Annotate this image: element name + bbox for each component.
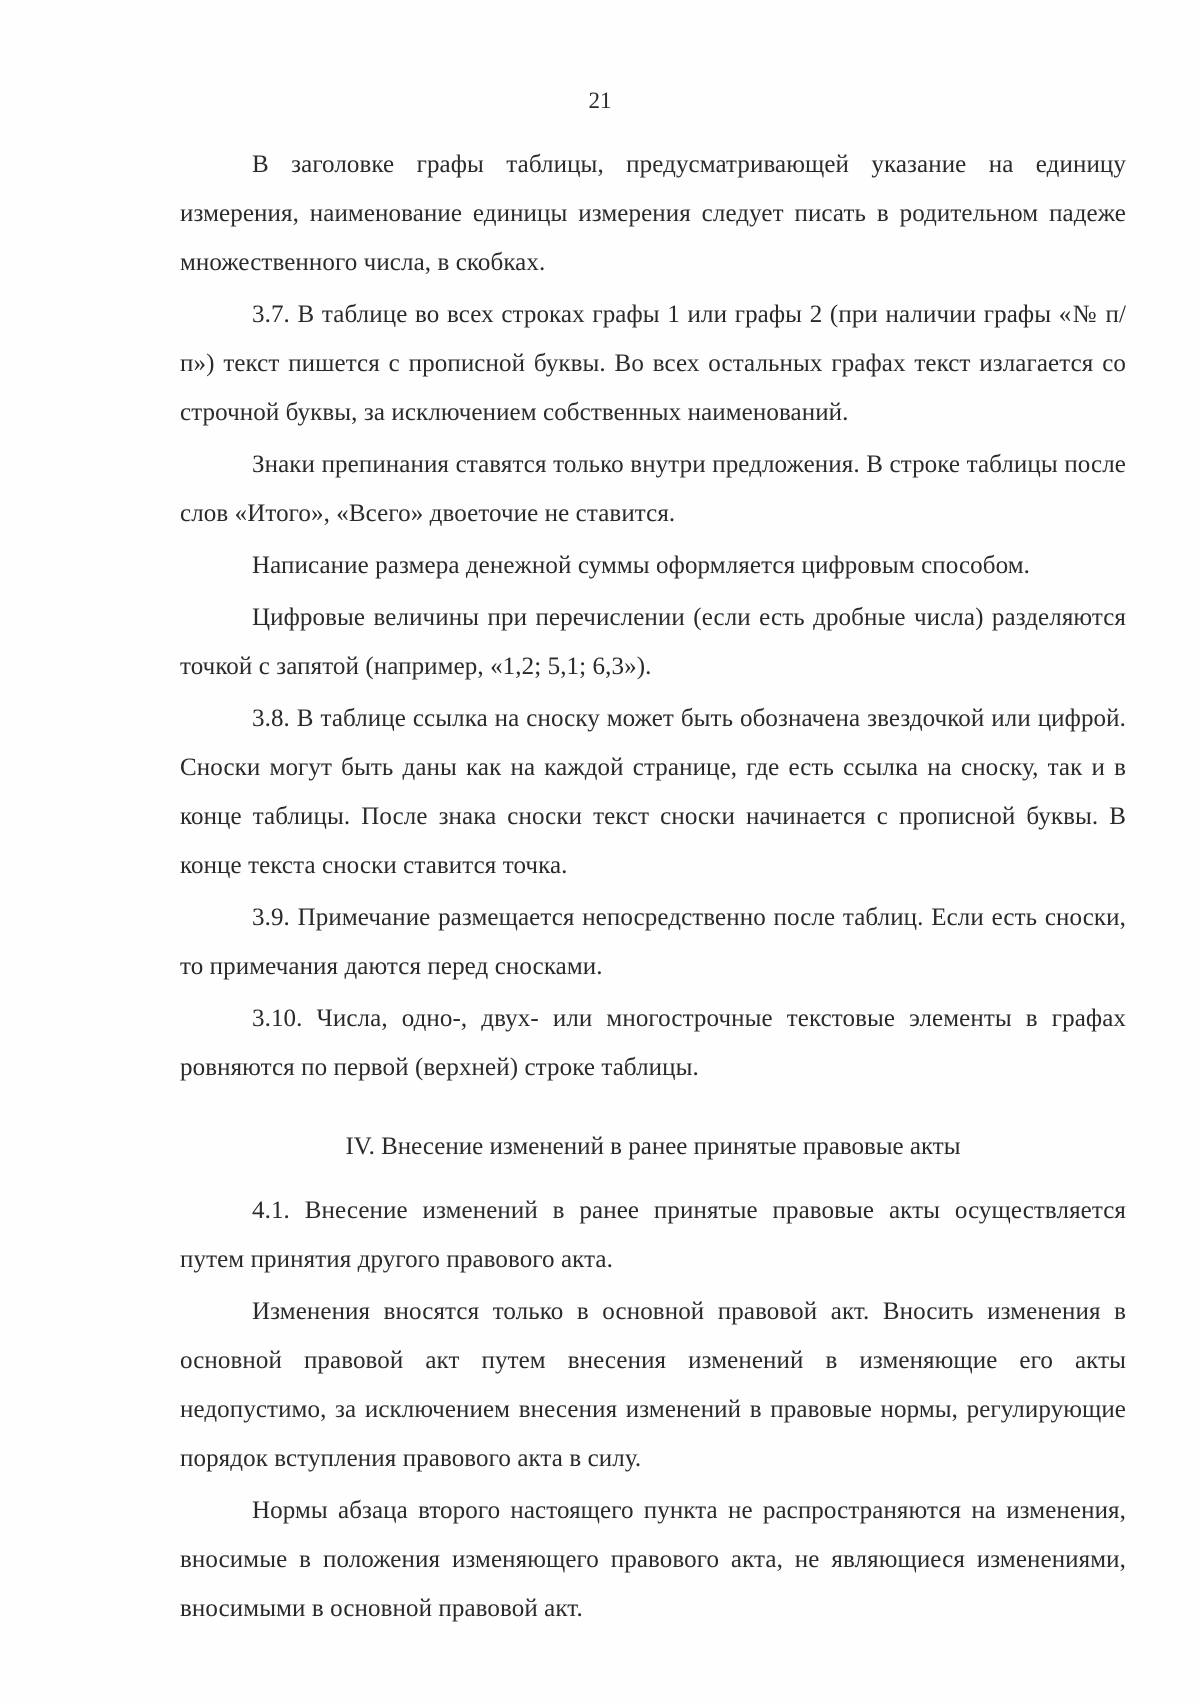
paragraph-3-7: 3.7. В таблице во всех строках графы 1 или графы 2 (при наличии графы «№ п/п») текст пишется с прописной буквы. Во всех остальных графах текст излагается со строчной буквы, за исключением собственных наименований. <box>180 301 1126 426</box>
paragraph-punctuation: Знаки препинания ставятся только внутри предложения. В строке таблицы после слов «Итого», «Всего» двоеточие не ставится. <box>180 451 1126 527</box>
page-number: 21 <box>588 88 612 113</box>
paragraph-3-8: 3.8. В таблице ссылка на сноску может быть обозначена звездочкой или цифрой. Сноски могут быть даны как на каждой странице, где есть ссылка на сноску, так и в конце таблицы. После знака сноски текст сноски начинается с прописной буквы. В конце текста сноски ставится точка. <box>180 705 1126 879</box>
paragraph-changes-main-act: Изменения вносятся только в основной правовой акт. Вносить изменения в основной правовой акт путем внесения изменений в изменяющие его акты недопустимо, за исключением внесения изменений в правовые нормы, регулирующие порядок вступления правового акта в силу. <box>180 1298 1126 1472</box>
paragraph-money-sum: Написание размера денежной суммы оформляется цифровым способом. <box>252 552 1030 579</box>
paragraph-4-1: 4.1. Внесение изменений в ранее принятые правовые акты осуществляется путем принятия другого правового акта. <box>180 1197 1126 1273</box>
paragraph-unit-heading: В заголовке графы таблицы, предусматривающей указание на единицу измерения, наименование единицы измерения следует писать в родительном падеже множественного числа, в скобках. <box>180 151 1126 276</box>
paragraph-numeric-values: Цифровые величины при перечислении (если есть дробные числа) разделяются точкой с запятой (например, «1,2; 5,1; 6,3»). <box>180 604 1126 680</box>
page-body <box>180 140 1126 1636</box>
paragraph-3-10: 3.10. Числа, одно-, двух- или многострочные текстовые элементы в графах ровняются по первой (верхней) строке таблицы. <box>180 1005 1126 1081</box>
paragraph-norms-exception: Нормы абзаца второго настоящего пункта не распространяются на изменения, вносимые в положения изменяющего правового акта, не являющиеся изменениями, вносимыми в основной правовой акт. <box>180 1497 1126 1622</box>
paragraph-3-9: 3.9. Примечание размещается непосредственно после таблиц. Если есть сноски, то примечания даются перед сносками. <box>180 904 1126 980</box>
section-heading: IV. Внесение изменений в ранее принятые правовые акты <box>345 1133 961 1160</box>
